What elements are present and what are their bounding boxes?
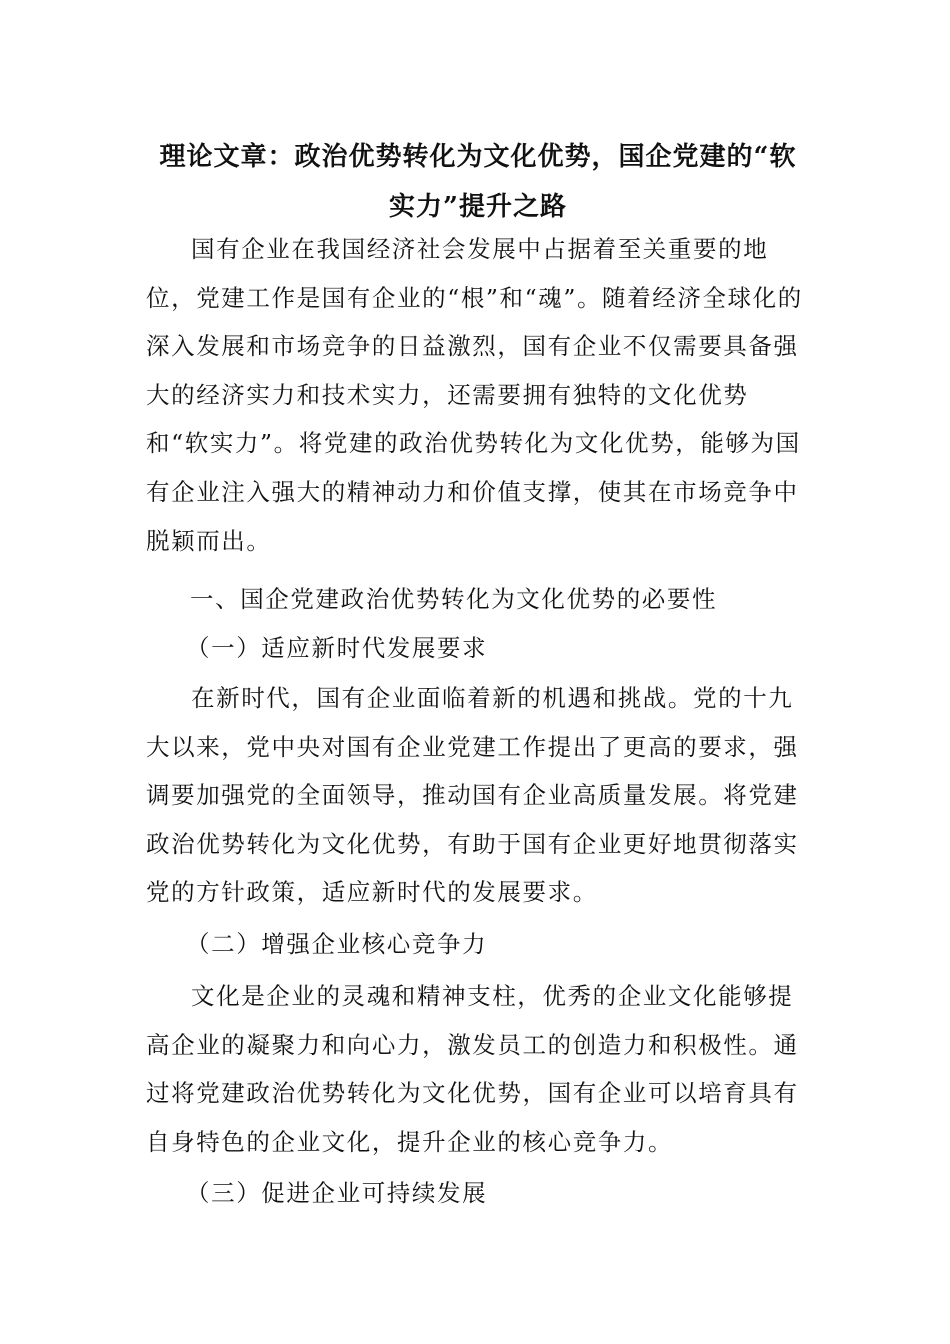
section-heading-1: 一、国企党建政治优势转化为文化优势的必要性 bbox=[190, 585, 718, 613]
document-title: 理论文章：政治优势转化为文化优势，国企党建的“软实力”提升之路 bbox=[159, 142, 797, 222]
subsection-2-paragraph: 文化是企业的灵魂和精神支柱，优秀的企业文化能够提高企业的凝聚力和向心力，激发员工的创造力和积极性。通过将党建政治优势转化为文化优势，国有企业可以培育具有自身特色的企业文化，提升企业的核心竞争力。 bbox=[146, 982, 799, 1156]
subsection-heading-3: （三）促进企业可持续发展 bbox=[186, 1179, 488, 1207]
intro-paragraph: 国有企业在我国经济社会发展中占据着至关重要的地位，党建工作是国有企业的“根”和“魂”。随着经济全球化的深入发展和市场竞争的日益激烈，国有企业不仅需要具备强大的经济实力和技术实力，还需要拥有独特的文化优势和“软实力”。将党建的政治优势转化为文化优势，能够为国有企业注入强大的精神动力和价值支撑，使其在市场竞争中脱颖而出。 bbox=[146, 235, 803, 555]
subsection-heading-1: （一）适应新时代发展要求 bbox=[186, 634, 488, 662]
subsection-heading-2: （二）增强企业核心竞争力 bbox=[186, 930, 488, 958]
subsection-1-paragraph: 在新时代，国有企业面临着新的机遇和挑战。党的十九大以来，党中央对国有企业党建工作提出了更高的要求，强调要加强党的全面领导，推动国有企业高质量发展。将党建政治优势转化为文化优势，有助于国有企业更好地贯彻落实党的方针政策，适应新时代的发展要求。 bbox=[146, 684, 799, 907]
